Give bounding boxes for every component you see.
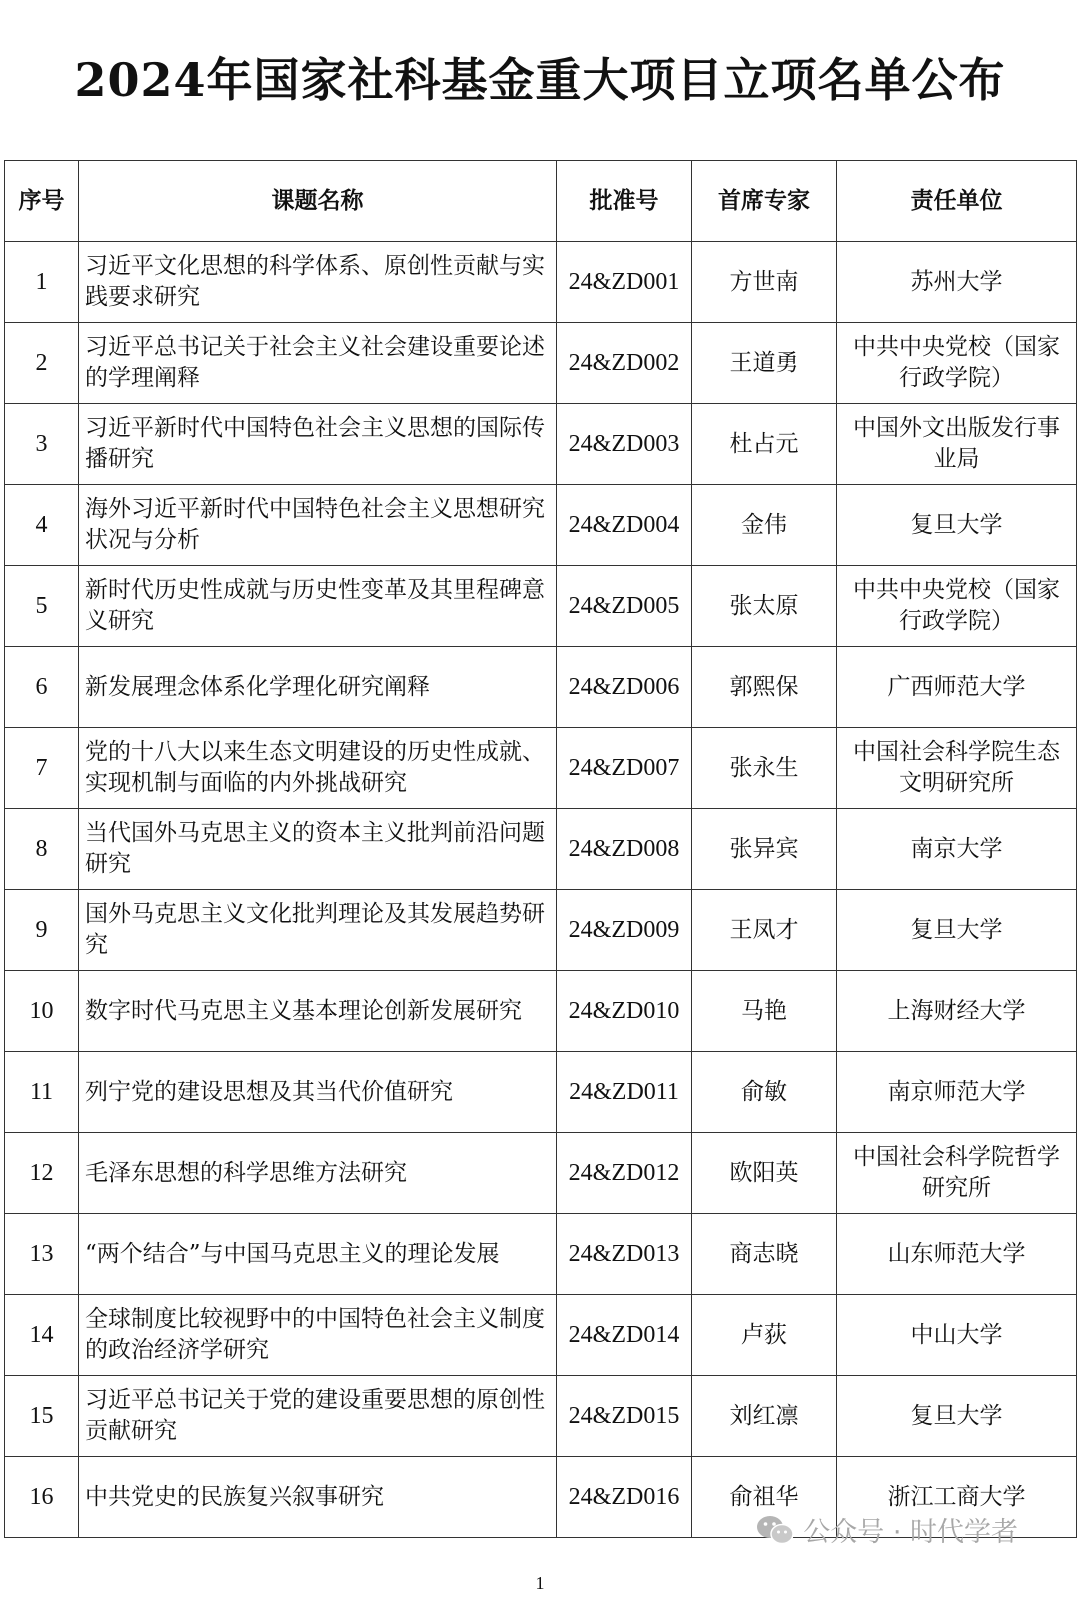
- cell-project-title: 新时代历史性成就与历史性变革及其里程碑意义研究: [79, 566, 557, 647]
- table-header-row: [5, 161, 1077, 242]
- header-approval-number: 批准号: [557, 161, 692, 242]
- project-table: [4, 160, 1077, 1538]
- cell-responsible-unit: 上海财经大学: [837, 971, 1077, 1052]
- table-row: [5, 1052, 1077, 1133]
- cell-chief-expert: 张永生: [692, 728, 837, 809]
- header-responsible-unit: 责任单位: [837, 161, 1077, 242]
- cell-project-title: 习近平总书记关于党的建设重要思想的原创性贡献研究: [79, 1376, 557, 1457]
- cell-approval-number: 24&ZD012: [557, 1133, 692, 1214]
- cell-chief-expert: 卢荻: [692, 1295, 837, 1376]
- table-row: [5, 728, 1077, 809]
- cell-chief-expert: 王凤才: [692, 890, 837, 971]
- cell-chief-expert: 郭熙保: [692, 647, 837, 728]
- cell-responsible-unit: 山东师范大学: [837, 1214, 1077, 1295]
- cell-responsible-unit: 复旦大学: [837, 890, 1077, 971]
- cell-project-title: 中共党史的民族复兴叙事研究: [79, 1457, 557, 1538]
- cell-approval-number: 24&ZD008: [557, 809, 692, 890]
- cell-serial: 1: [5, 242, 79, 323]
- cell-approval-number: 24&ZD001: [557, 242, 692, 323]
- watermark-text: 公众号 · 时代学者: [803, 1517, 1018, 1548]
- cell-approval-number: 24&ZD007: [557, 728, 692, 809]
- cell-project-title: 数字时代马克思主义基本理论创新发展研究: [79, 971, 557, 1052]
- cell-approval-number: 24&ZD011: [557, 1052, 692, 1133]
- header-serial: 序号: [5, 161, 79, 242]
- cell-serial: 14: [5, 1295, 79, 1376]
- page-number: 1: [535, 1573, 545, 1593]
- page-title: 2024年国家社科基金重大项目立项名单公布: [74, 53, 1006, 107]
- cell-responsible-unit: 中共中央党校（国家行政学院）: [837, 566, 1077, 647]
- cell-responsible-unit: 浙江工商大学: [837, 1457, 1077, 1538]
- header-chief-expert: 首席专家: [692, 161, 837, 242]
- table-row: [5, 1214, 1077, 1295]
- cell-serial: 7: [5, 728, 79, 809]
- cell-serial: 4: [5, 485, 79, 566]
- cell-project-title: 党的十八大以来生态文明建设的历史性成就、实现机制与面临的内外挑战研究: [79, 728, 557, 809]
- cell-approval-number: 24&ZD006: [557, 647, 692, 728]
- cell-chief-expert: 刘红凛: [692, 1376, 837, 1457]
- cell-project-title: 当代国外马克思主义的资本主义批判前沿问题研究: [79, 809, 557, 890]
- table-row: [5, 647, 1077, 728]
- cell-approval-number: 24&ZD009: [557, 890, 692, 971]
- table-row: [5, 242, 1077, 323]
- table-row: [5, 971, 1077, 1052]
- cell-responsible-unit: 中共中央党校（国家行政学院）: [837, 323, 1077, 404]
- cell-chief-expert: 王道勇: [692, 323, 837, 404]
- cell-chief-expert: 俞祖华: [692, 1457, 837, 1538]
- cell-chief-expert: 金伟: [692, 485, 837, 566]
- cell-approval-number: 24&ZD002: [557, 323, 692, 404]
- table-row: [5, 809, 1077, 890]
- cell-project-title: 习近平文化思想的科学体系、原创性贡献与实践要求研究: [79, 242, 557, 323]
- table-row: [5, 1295, 1077, 1376]
- cell-serial: 5: [5, 566, 79, 647]
- cell-project-title: 全球制度比较视野中的中国特色社会主义制度的政治经济学研究: [79, 1295, 557, 1376]
- table-row: [5, 323, 1077, 404]
- cell-chief-expert: 欧阳英: [692, 1133, 837, 1214]
- cell-chief-expert: 杜占元: [692, 404, 837, 485]
- cell-responsible-unit: 广西师范大学: [837, 647, 1077, 728]
- cell-serial: 2: [5, 323, 79, 404]
- cell-responsible-unit: 复旦大学: [837, 485, 1077, 566]
- cell-responsible-unit: 中国外文出版发行事业局: [837, 404, 1077, 485]
- wechat-icon: [755, 1514, 795, 1546]
- cell-chief-expert: 方世南: [692, 242, 837, 323]
- cell-responsible-unit: 中国社会科学院生态文明研究所: [837, 728, 1077, 809]
- table-row: [5, 566, 1077, 647]
- cell-responsible-unit: 南京师范大学: [837, 1052, 1077, 1133]
- cell-chief-expert: 马艳: [692, 971, 837, 1052]
- cell-approval-number: 24&ZD013: [557, 1214, 692, 1295]
- cell-serial: 12: [5, 1133, 79, 1214]
- cell-chief-expert: 商志晓: [692, 1214, 837, 1295]
- cell-approval-number: 24&ZD003: [557, 404, 692, 485]
- cell-serial: 15: [5, 1376, 79, 1457]
- cell-responsible-unit: 中国社会科学院哲学研究所: [837, 1133, 1077, 1214]
- cell-approval-number: 24&ZD010: [557, 971, 692, 1052]
- cell-approval-number: 24&ZD014: [557, 1295, 692, 1376]
- cell-serial: 16: [5, 1457, 79, 1538]
- cell-project-title: 国外马克思主义文化批判理论及其发展趋势研究: [79, 890, 557, 971]
- cell-responsible-unit: 复旦大学: [837, 1376, 1077, 1457]
- cell-project-title: 海外习近平新时代中国特色社会主义思想研究状况与分析: [79, 485, 557, 566]
- cell-project-title: 毛泽东思想的科学思维方法研究: [79, 1133, 557, 1214]
- cell-serial: 11: [5, 1052, 79, 1133]
- cell-serial: 13: [5, 1214, 79, 1295]
- cell-project-title: “两个结合”与中国马克思主义的理论发展: [79, 1214, 557, 1295]
- cell-serial: 3: [5, 404, 79, 485]
- cell-serial: 6: [5, 647, 79, 728]
- table-row: [5, 485, 1077, 566]
- cell-chief-expert: 俞敏: [692, 1052, 837, 1133]
- cell-project-title: 列宁党的建设思想及其当代价值研究: [79, 1052, 557, 1133]
- table-row: [5, 890, 1077, 971]
- cell-project-title: 习近平新时代中国特色社会主义思想的国际传播研究: [79, 404, 557, 485]
- cell-project-title: 新发展理念体系化学理化研究阐释: [79, 647, 557, 728]
- cell-chief-expert: 张太原: [692, 566, 837, 647]
- cell-approval-number: 24&ZD004: [557, 485, 692, 566]
- cell-responsible-unit: 中山大学: [837, 1295, 1077, 1376]
- cell-approval-number: 24&ZD015: [557, 1376, 692, 1457]
- table-row: [5, 1376, 1077, 1457]
- table-body: [5, 242, 1077, 1538]
- table-row: [5, 404, 1077, 485]
- watermark: [755, 1510, 1018, 1549]
- cell-project-title: 习近平总书记关于社会主义社会建设重要论述的学理阐释: [79, 323, 557, 404]
- header-project-title: 课题名称: [79, 161, 557, 242]
- cell-responsible-unit: 南京大学: [837, 809, 1077, 890]
- table-row: [5, 1133, 1077, 1214]
- cell-approval-number: 24&ZD016: [557, 1457, 692, 1538]
- cell-serial: 9: [5, 890, 79, 971]
- cell-serial: 8: [5, 809, 79, 890]
- cell-chief-expert: 张异宾: [692, 809, 837, 890]
- cell-serial: 10: [5, 971, 79, 1052]
- cell-approval-number: 24&ZD005: [557, 566, 692, 647]
- cell-responsible-unit: 苏州大学: [837, 242, 1077, 323]
